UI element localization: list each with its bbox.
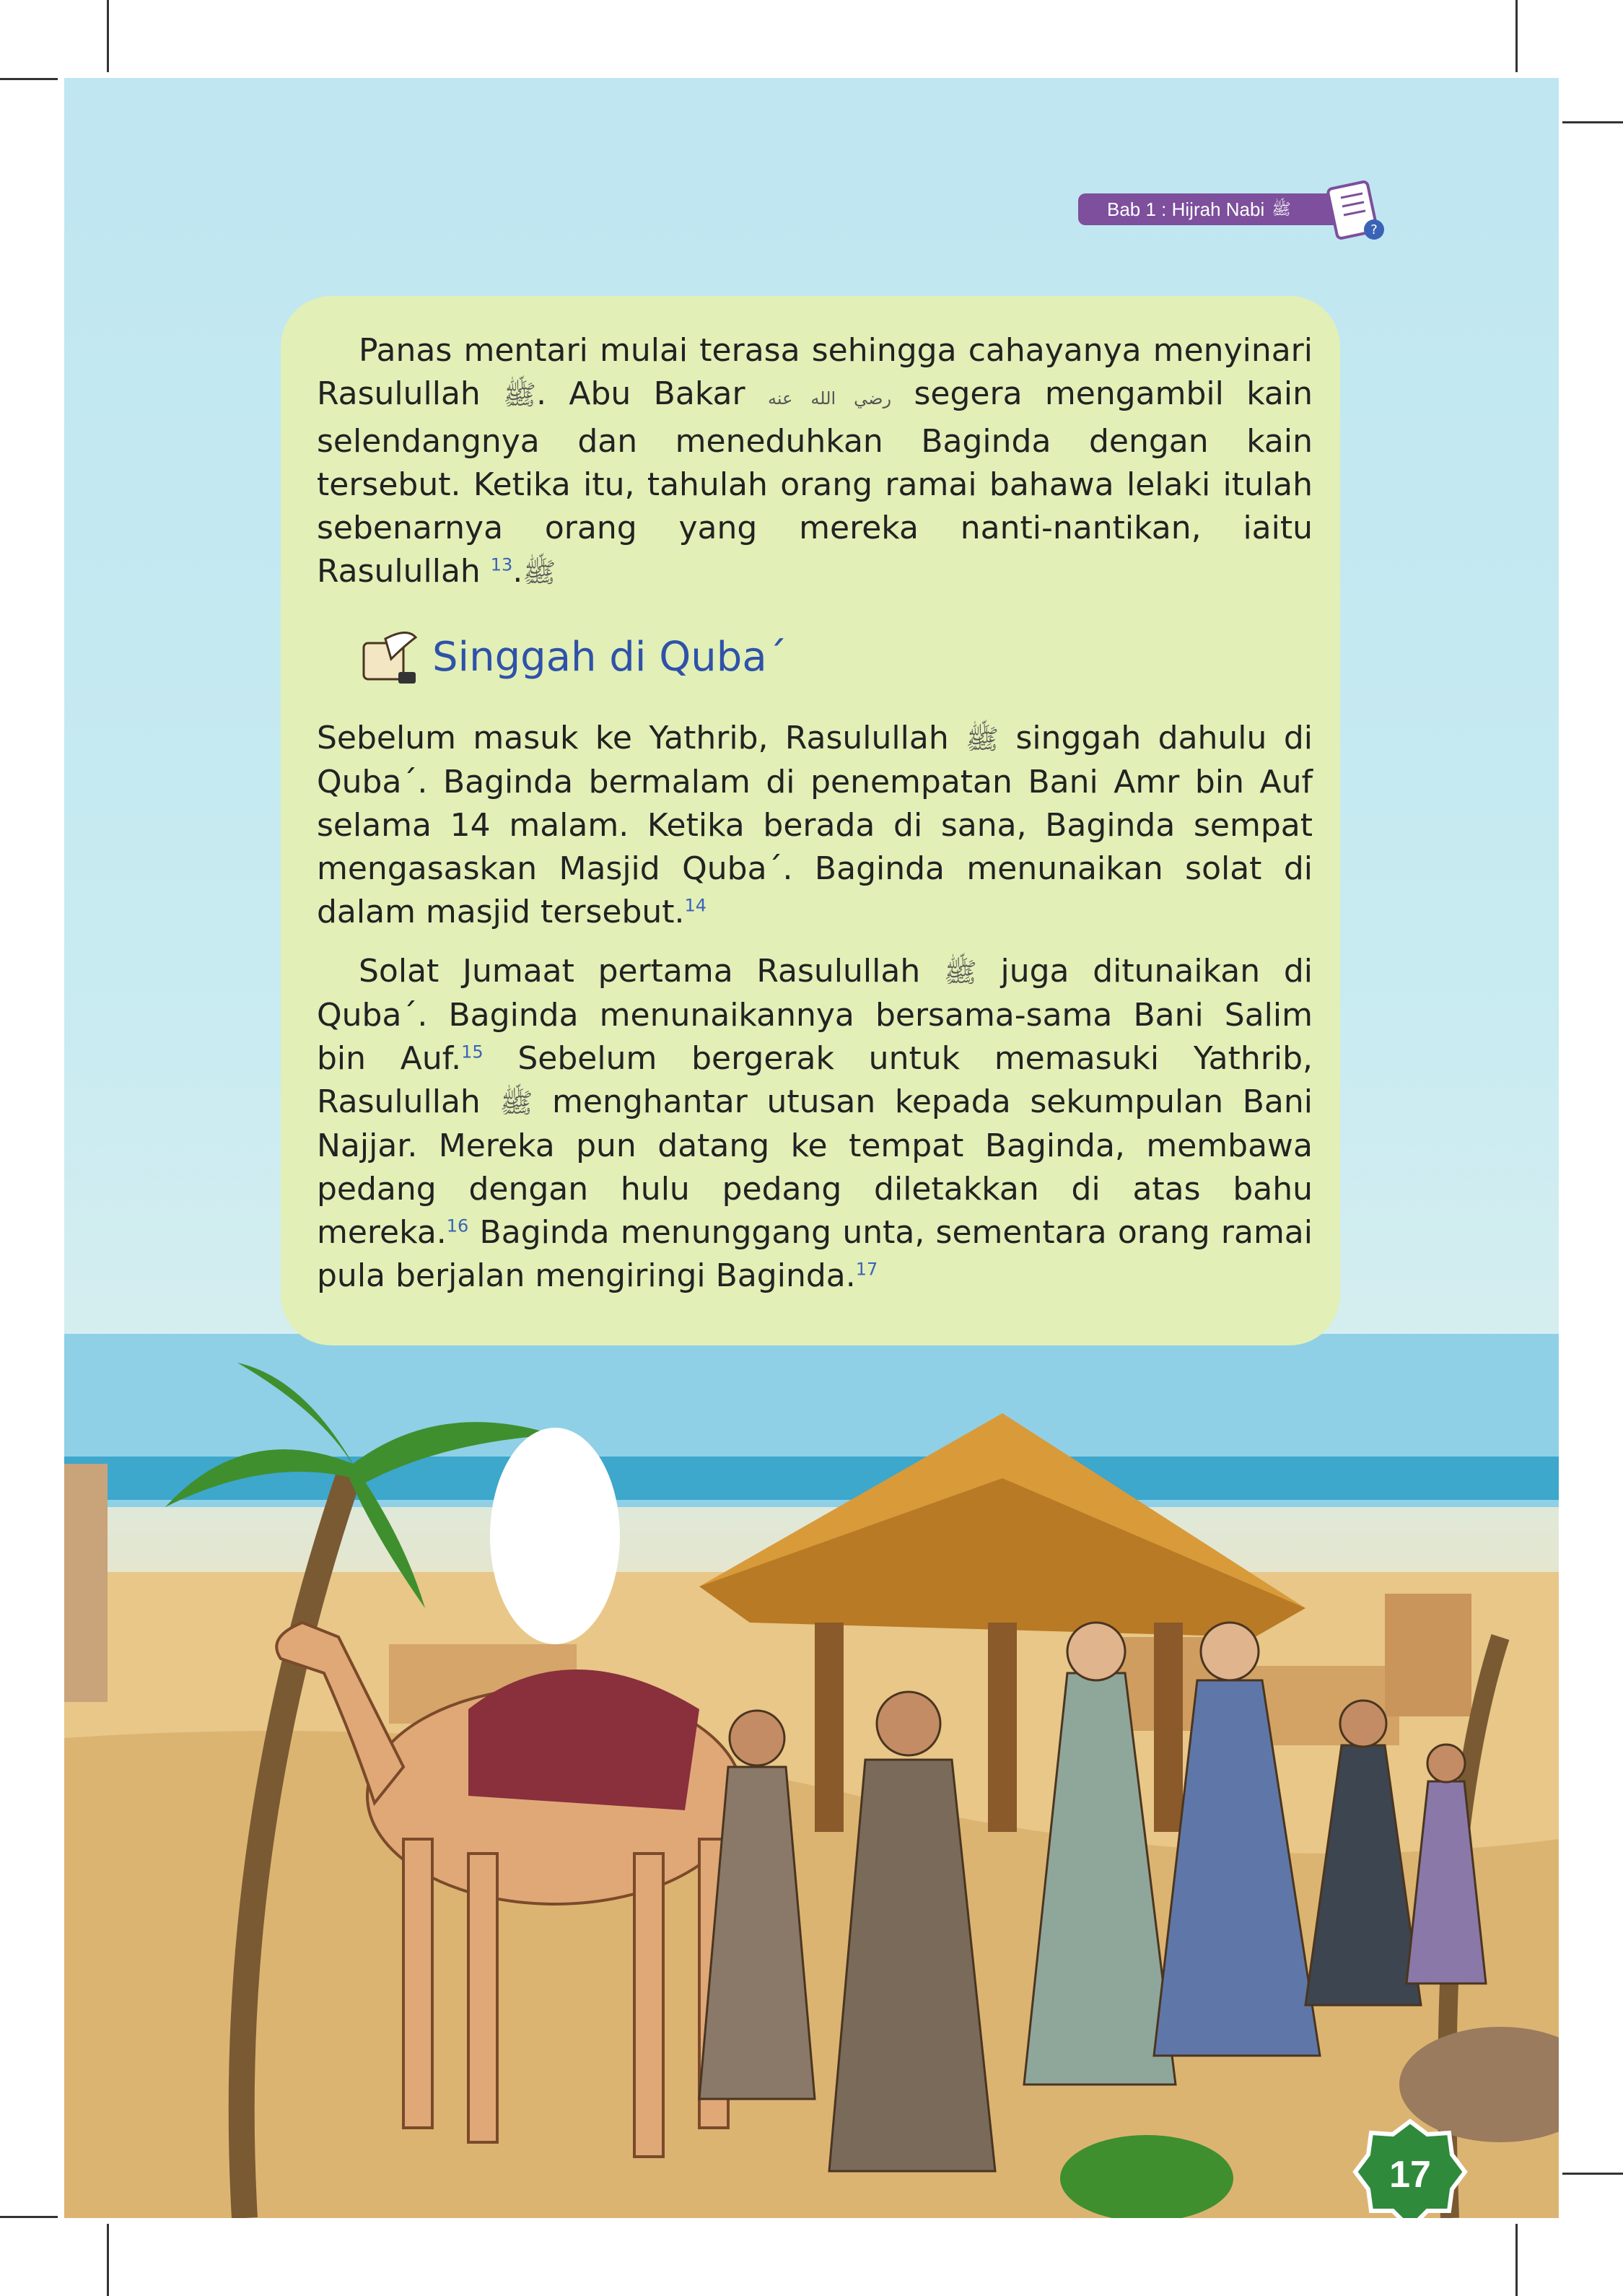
honorific-saw: ﷺ xyxy=(966,723,999,755)
page-number: 17 xyxy=(1389,2154,1431,2196)
svg-text:?: ? xyxy=(1370,222,1378,237)
crop-mark xyxy=(0,78,58,80)
crop-mark xyxy=(0,2216,58,2218)
notebook-icon xyxy=(1316,179,1388,244)
illustration-camel-procession xyxy=(64,1334,1559,2218)
crop-mark xyxy=(1515,0,1518,72)
scroll-quill-icon xyxy=(356,630,421,688)
crop-mark xyxy=(1515,2224,1518,2296)
paragraph-quba-2: Solat Jumaat pertama Rasulullah ﷺ juga ditunaikan di Quba´. Baginda menunaikannya bersama-sama Bani Salim bin Auf.$^{15}$ Sebelum bergerak untuk memasuki Yathrib, Rasulullah ﷺ menghantar utusan kepada sekumpulan Bani Najjar. Mereka pun datang ke tempat Baginda, membawa pedang dengan hulu pedang diletakkan di atas bahu mereka.$^{16}$ Baginda menunggang unta, sementara orang ramai pula berjalan mengiringi Baginda.$^{17}$ xyxy=(317,953,1313,1294)
footnote-17: 17 xyxy=(855,1259,878,1280)
crop-mark xyxy=(107,0,109,72)
chapter-label: Bab 1 : Hijrah Nabi xyxy=(1107,198,1265,220)
footnote-16: 16 xyxy=(446,1215,469,1236)
honorific-saw: ﷺ xyxy=(499,1087,533,1119)
paragraph-intro: Panas mentari mulai terasa sehingga cahayanya menyinari Rasulullah ﷺ. Abu Bakar رضي الله عنه segera mengambil kain selendangnya dan meneduhkan Baginda dengan kain tersebut. Ketika itu, tahulah orang ramai bahawa lelaki itulah sebenarnya orang yang mereka nanti-nantikan, iaitu Rasulullah ﷺ.$^{13}$ xyxy=(317,332,1313,590)
section-title: Singgah di Quba´ xyxy=(432,634,787,681)
honorific-ra: رضي الله عنه xyxy=(767,388,892,409)
chapter-honorific: ﷺ xyxy=(1272,200,1291,218)
footnote-15: 15 xyxy=(461,1042,484,1062)
footnote-13: 13 xyxy=(490,554,513,575)
honorific-saw: ﷺ xyxy=(503,379,537,411)
crop-mark xyxy=(107,2224,109,2296)
crop-mark xyxy=(1562,121,1623,123)
book-page xyxy=(64,78,1559,2218)
honorific-saw: ﷺ xyxy=(522,556,556,588)
paragraph-quba-1: Sebelum masuk ke Yathrib, Rasulullah ﷺ singgah dahulu di Quba´. Baginda bermalam di penempatan Bani Amr bin Auf selama 14 malam. Ketika berada di sana, Baginda sempat mengasaskan Masjid Quba´. Baginda menunaikan solat di dalam masjid tersebut.$^{14}$ xyxy=(317,720,1313,930)
footnote-14: 14 xyxy=(684,895,707,916)
crop-mark xyxy=(1562,2173,1623,2175)
honorific-saw: ﷺ xyxy=(943,956,977,988)
